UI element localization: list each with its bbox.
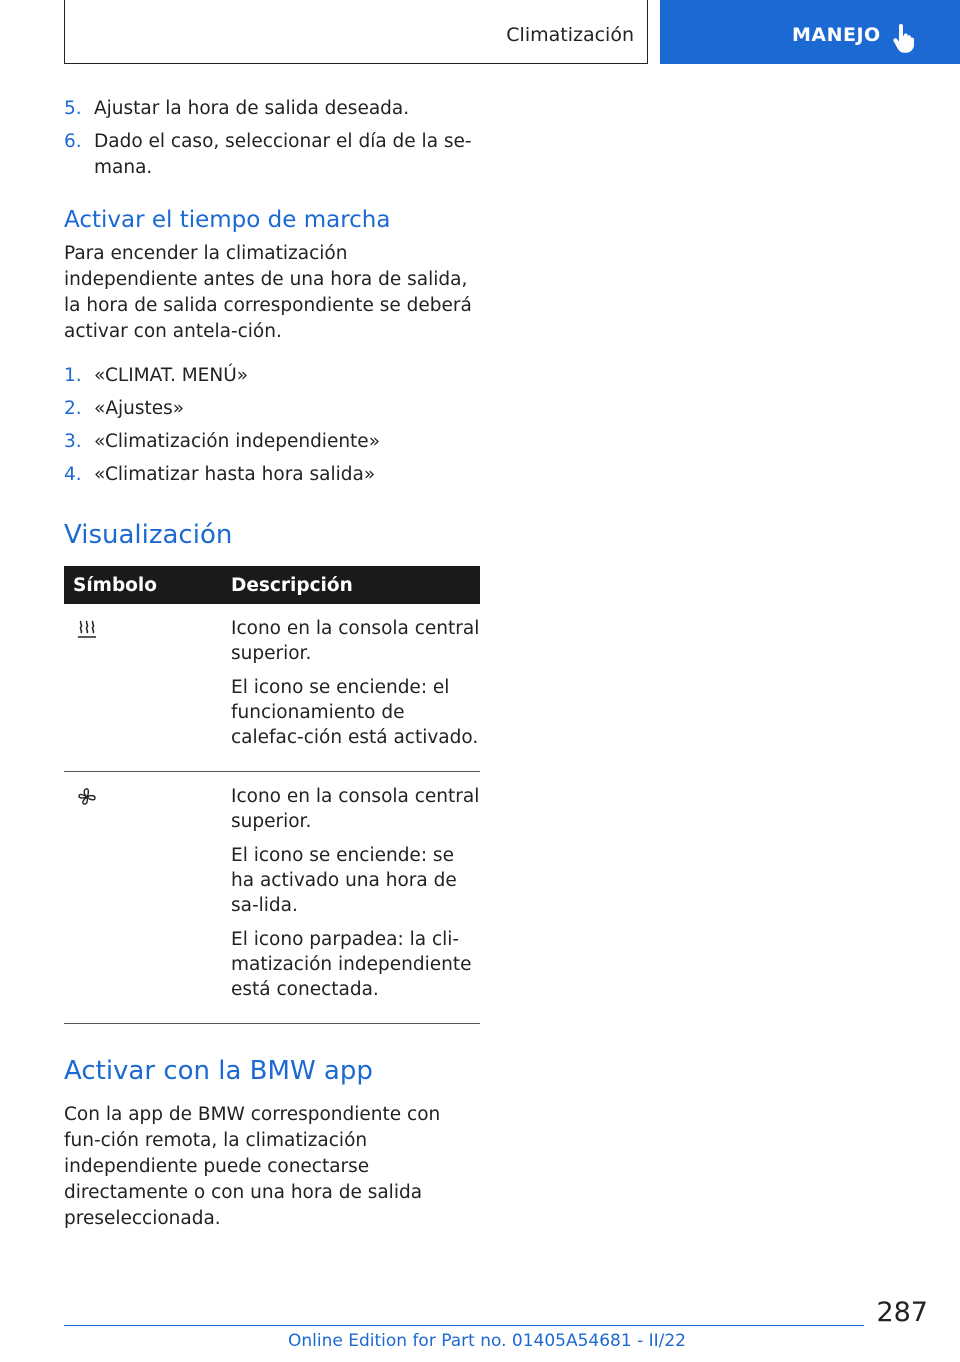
list-item [64, 96, 480, 122]
step-text: Dado el caso, seleccionar el día de la se‐ mana. [94, 131, 472, 178]
footer-edition: Online Edition for Part no. 01405A54681 - II/22 [287, 1331, 686, 1351]
symbol-table [64, 566, 480, 1024]
list-item [64, 129, 480, 181]
step-text: Ajustar la hora de salida deseada. [94, 98, 410, 119]
table-row [64, 772, 480, 1024]
list-item [64, 429, 480, 455]
symbol-cell [64, 604, 222, 772]
section-heading-bmw-app: Activar con la BMW app [64, 1056, 373, 1086]
footer-divider [64, 1325, 864, 1326]
section-heading-activar-tiempo: Activar el tiempo de marcha [64, 207, 391, 233]
description-cell [222, 604, 480, 772]
description-line: El icono se enciende: se ha activado una hora de sa‐lida. [231, 845, 457, 916]
steps-menu [64, 363, 480, 488]
description-line: Icono en la consola central superior. [231, 618, 480, 664]
header-chapter-tab[interactable] [660, 0, 960, 64]
section-paragraph: Con la app de BMW correspondiente con fun‐ción remota, la climatización independiente puede conectarse directamente o con una hora de salida preseleccionada. [64, 1104, 441, 1229]
step-number: 6. [64, 131, 82, 152]
description-cell [222, 772, 480, 1024]
table-header-symbol: Símbolo [64, 566, 222, 604]
fan-icon [75, 786, 99, 808]
heat-waves-icon [75, 618, 99, 640]
step-text: «Ajustes» [94, 398, 185, 419]
list-item [64, 363, 480, 389]
step-text: «Climatización independiente» [94, 431, 381, 452]
step-number: 5. [64, 98, 82, 119]
section-heading-visualizacion: Visualización [64, 520, 233, 550]
hand-pointer-icon [893, 24, 915, 54]
description-line: El icono parpadea: la cli‐matización independiente está conectada. [231, 929, 472, 1000]
description-line: Icono en la consola central superior. [231, 786, 480, 832]
section-paragraph: Para encender la climatización independiente antes de una hora de salida, la hora de salida correspondiente se deberá activar con antela‐ción. [64, 243, 472, 342]
step-number: 2. [64, 398, 82, 419]
symbol-cell [64, 772, 222, 1024]
step-number: 3. [64, 431, 82, 452]
header-section-title: Climatización [506, 24, 634, 46]
list-item [64, 396, 480, 422]
header-chapter-label: MANEJO [792, 24, 881, 46]
step-number: 4. [64, 464, 82, 485]
table-header-description: Descripción [222, 566, 480, 604]
table-row [64, 604, 480, 772]
page-content [64, 96, 480, 1250]
step-number: 1. [64, 365, 82, 386]
list-item [64, 462, 480, 488]
step-text: «CLIMAT. MENÚ» [94, 365, 249, 386]
steps-top [64, 96, 480, 181]
step-text: «Climatizar hasta hora salida» [94, 464, 376, 485]
description-line: El icono se enciende: el funcionamiento de calefac‐ción está activado. [231, 677, 479, 748]
page-number: 287 [876, 1297, 928, 1328]
